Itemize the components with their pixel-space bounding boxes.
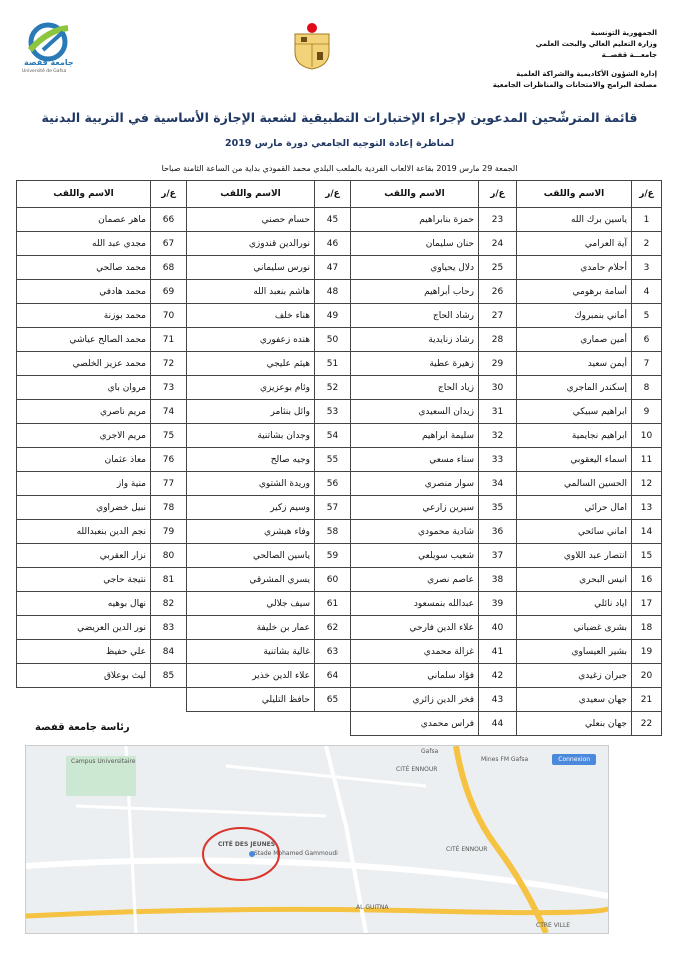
candidate-number: 39 xyxy=(479,592,517,616)
candidate-number: 9 xyxy=(632,400,662,424)
candidate-number xyxy=(151,712,187,736)
candidate-name: آية العرامي xyxy=(517,232,632,256)
candidate-number: 74 xyxy=(151,400,187,424)
candidate-name: اماني سائحي xyxy=(517,520,632,544)
candidate-name: ياسين برك الله xyxy=(517,208,632,232)
table-row xyxy=(17,592,662,616)
table-row xyxy=(17,208,662,232)
candidate-name: جبران زغيدي xyxy=(517,664,632,688)
table-row xyxy=(17,352,662,376)
candidate-number: 71 xyxy=(151,328,187,352)
candidate-name: جهان سعيدي xyxy=(517,688,632,712)
candidate-name: انيس البحري xyxy=(517,568,632,592)
table-row xyxy=(17,664,662,688)
table-row xyxy=(17,520,662,544)
candidate-name: زياد الحاج xyxy=(351,376,479,400)
candidate-name: هاشم بنعبد الله xyxy=(187,280,315,304)
candidate-number: 83 xyxy=(151,616,187,640)
candidate-name: الحسين السالمي xyxy=(517,472,632,496)
table-row xyxy=(17,448,662,472)
candidate-number: 70 xyxy=(151,304,187,328)
table-row xyxy=(17,496,662,520)
map-label: CITÉ ENNOUR xyxy=(446,846,488,853)
header-line1: الجمهورية التونسية xyxy=(590,29,657,37)
candidate-number: 24 xyxy=(479,232,517,256)
candidate-name: علي حفيظ xyxy=(17,640,151,664)
header-line2: وزارة التعليم العالي والبحث العلمي xyxy=(535,40,657,48)
candidate-number: 84 xyxy=(151,640,187,664)
candidate-name: حمزة بنابراهيم xyxy=(351,208,479,232)
header-line4: إدارة الشؤون الأكاديمية والشراكة العلمية xyxy=(516,70,657,78)
candidate-number: 49 xyxy=(315,304,351,328)
candidate-name: رشاد زنايدية xyxy=(351,328,479,352)
candidate-number: 23 xyxy=(479,208,517,232)
logo-text-en: Université de Gafsa xyxy=(22,69,67,74)
candidate-number: 33 xyxy=(479,448,517,472)
ministry-header xyxy=(457,28,657,91)
candidate-number: 52 xyxy=(315,376,351,400)
table-row xyxy=(17,304,662,328)
candidate-name: معاذ عثمان xyxy=(17,448,151,472)
candidate-name: أماني بنمبروك xyxy=(517,304,632,328)
col-header-num: ع/ر xyxy=(315,181,351,208)
candidate-number: 43 xyxy=(479,688,517,712)
map-label: CITÉ DES JEUNES xyxy=(218,841,276,848)
candidate-name: غزالة محمدي xyxy=(351,640,479,664)
candidate-name: ياسين الصالحي xyxy=(187,544,315,568)
candidate-name: إسكندر الماجري xyxy=(517,376,632,400)
candidate-name: وفاء هيشري xyxy=(187,520,315,544)
candidate-name: ليث بوعلاق xyxy=(17,664,151,688)
candidate-number: 51 xyxy=(315,352,351,376)
candidate-name: بشرى غضباني xyxy=(517,616,632,640)
candidate-name: شعيب سويلعي xyxy=(351,544,479,568)
candidate-name: نتيجة حاجي xyxy=(17,568,151,592)
candidate-number: 58 xyxy=(315,520,351,544)
candidate-number: 65 xyxy=(315,688,351,712)
candidate-name: وريدة الشتوي xyxy=(187,472,315,496)
candidate-number: 55 xyxy=(315,448,351,472)
candidate-name xyxy=(187,712,315,736)
candidate-number: 1 xyxy=(632,208,662,232)
candidate-number: 29 xyxy=(479,352,517,376)
candidate-name: حنان سليمان xyxy=(351,232,479,256)
candidate-name: هنده زعفوري xyxy=(187,328,315,352)
candidate-name: اياد نائلي xyxy=(517,592,632,616)
candidate-number: 61 xyxy=(315,592,351,616)
map-label: CITÉ ENNOUR xyxy=(396,766,438,773)
candidate-number: 15 xyxy=(632,544,662,568)
candidate-number: 85 xyxy=(151,664,187,688)
candidate-name: منية واز xyxy=(17,472,151,496)
col-header-num: ع/ر xyxy=(151,181,187,208)
candidate-number: 17 xyxy=(632,592,662,616)
tunisia-coat-of-arms-icon xyxy=(287,22,337,70)
candidate-number: 82 xyxy=(151,592,187,616)
candidate-name: علاء الدين فارحي xyxy=(351,616,479,640)
candidate-name: سيف جلالي xyxy=(187,592,315,616)
candidate-number: 6 xyxy=(632,328,662,352)
candidate-name: محمد بوزنة xyxy=(17,304,151,328)
table-row xyxy=(17,688,662,712)
exam-note: الجمعة 29 مارس 2019 بقاعة الالعاب الفردية بالملعب البلدي محمد القمودي بداية من الساعة الثامنة صباحا xyxy=(161,164,518,173)
table-row xyxy=(17,568,662,592)
candidate-number: 72 xyxy=(151,352,187,376)
candidate-name: عمار بن خليفة xyxy=(187,616,315,640)
candidate-number: 27 xyxy=(479,304,517,328)
table-header-row xyxy=(17,181,662,208)
candidate-number: 69 xyxy=(151,280,187,304)
candidate-name: هيثم عليجي xyxy=(187,352,315,376)
candidate-number: 75 xyxy=(151,424,187,448)
candidate-name: أحلام حامدي xyxy=(517,256,632,280)
candidate-name: بشير العيساوي xyxy=(517,640,632,664)
candidate-name: مروان باي xyxy=(17,376,151,400)
candidate-number: 42 xyxy=(479,664,517,688)
candidate-name: أمين صماري xyxy=(517,328,632,352)
candidate-number: 76 xyxy=(151,448,187,472)
candidate-name: نهال بوهيه xyxy=(17,592,151,616)
candidate-name: علاء الدين خذير xyxy=(187,664,315,688)
candidate-number: 63 xyxy=(315,640,351,664)
candidate-name: محمد هادفي xyxy=(17,280,151,304)
candidate-name: سيرين زارعي xyxy=(351,496,479,520)
candidate-name: رحاب أبراهيم xyxy=(351,280,479,304)
candidate-number: 59 xyxy=(315,544,351,568)
candidate-number: 48 xyxy=(315,280,351,304)
candidate-name: محمد عزيز الخلصي xyxy=(17,352,151,376)
candidate-name: وجدان بشاتنية xyxy=(187,424,315,448)
candidate-number: 67 xyxy=(151,232,187,256)
candidate-number: 46 xyxy=(315,232,351,256)
candidate-name: فراس محمدي xyxy=(351,712,479,736)
candidate-name: ابراهيم نجايمية xyxy=(517,424,632,448)
table-row xyxy=(17,232,662,256)
candidate-number: 12 xyxy=(632,472,662,496)
table-row xyxy=(17,472,662,496)
candidate-number: 28 xyxy=(479,328,517,352)
col-header-num: ع/ر xyxy=(479,181,517,208)
candidate-name: ماهر عصمان xyxy=(17,208,151,232)
candidate-number: 44 xyxy=(479,712,517,736)
table-row xyxy=(17,400,662,424)
candidate-number: 40 xyxy=(479,616,517,640)
candidate-name: سوار منصري xyxy=(351,472,479,496)
header-line5: مصلحة البرامج والامتحانات والمناظرات الجامعية xyxy=(492,81,657,89)
candidate-number: 79 xyxy=(151,520,187,544)
candidate-number: 66 xyxy=(151,208,187,232)
candidate-name: حسام حصني xyxy=(187,208,315,232)
candidate-name: نبيل خضراوي xyxy=(17,496,151,520)
candidate-name: وئام بوعزيزي xyxy=(187,376,315,400)
candidate-number: 3 xyxy=(632,256,662,280)
candidate-number: 53 xyxy=(315,400,351,424)
candidate-number: 37 xyxy=(479,544,517,568)
col-header-name: الاسم واللقب xyxy=(17,181,151,208)
map-label: Campus Universitaire xyxy=(71,758,136,765)
candidate-number: 30 xyxy=(479,376,517,400)
candidate-name: غالية بشاتنية xyxy=(187,640,315,664)
candidate-number: 8 xyxy=(632,376,662,400)
candidate-name: سناء مسعي xyxy=(351,448,479,472)
candidate-number: 56 xyxy=(315,472,351,496)
map-label: CTRE VILLE xyxy=(536,922,571,929)
candidate-number: 31 xyxy=(479,400,517,424)
candidate-name: وسيم زكير xyxy=(187,496,315,520)
header-line3: جامعـــة قفصــة xyxy=(601,51,657,59)
table-row xyxy=(17,424,662,448)
table-row xyxy=(17,640,662,664)
candidate-name: زهيرة عطية xyxy=(351,352,479,376)
col-header-name: الاسم واللقب xyxy=(187,181,315,208)
candidate-name: نورالدين قندوزي xyxy=(187,232,315,256)
candidate-number: 57 xyxy=(315,496,351,520)
candidate-name: نجم الدين بنعبدالله xyxy=(17,520,151,544)
candidate-number: 68 xyxy=(151,256,187,280)
candidate-number: 77 xyxy=(151,472,187,496)
location-map[interactable] xyxy=(25,745,609,934)
candidate-number: 45 xyxy=(315,208,351,232)
candidate-number: 62 xyxy=(315,616,351,640)
candidate-number: 14 xyxy=(632,520,662,544)
candidate-number: 16 xyxy=(632,568,662,592)
table-row xyxy=(17,376,662,400)
candidate-number: 2 xyxy=(632,232,662,256)
candidate-number: 38 xyxy=(479,568,517,592)
candidate-name xyxy=(17,688,151,712)
candidate-number: 47 xyxy=(315,256,351,280)
candidate-number: 32 xyxy=(479,424,517,448)
candidate-name: انتصار عبد اللاوي xyxy=(517,544,632,568)
candidate-name: رشاد الحاج xyxy=(351,304,479,328)
candidate-number: 26 xyxy=(479,280,517,304)
candidate-number: 36 xyxy=(479,520,517,544)
signature: رئاسة جامعة قفصة xyxy=(35,722,130,733)
table-row xyxy=(17,328,662,352)
page-title: قائمة المترشّحين المدعوين لإجراء الإختبارات التطبيقية لشعبة الإجازة الأساسية في التربية البدنية xyxy=(41,110,638,125)
candidate-name: مجدي عبد الله xyxy=(17,232,151,256)
candidate-name: هناء خلف xyxy=(187,304,315,328)
candidate-number: 64 xyxy=(315,664,351,688)
candidate-name: اسماء اليعقوبي xyxy=(517,448,632,472)
table-row xyxy=(17,280,662,304)
candidate-name: ابراهيم سبيكي xyxy=(517,400,632,424)
candidate-number: 60 xyxy=(315,568,351,592)
candidate-name: محمد الصالح عياشي xyxy=(17,328,151,352)
candidate-number: 11 xyxy=(632,448,662,472)
candidate-number: 73 xyxy=(151,376,187,400)
candidate-name: شادية محمودي xyxy=(351,520,479,544)
candidate-number: 21 xyxy=(632,688,662,712)
candidate-number: 34 xyxy=(479,472,517,496)
col-header-name: الاسم واللقب xyxy=(517,181,632,208)
col-header-num: ع/ر xyxy=(632,181,662,208)
candidate-number: 80 xyxy=(151,544,187,568)
candidate-number: 10 xyxy=(632,424,662,448)
candidate-number: 7 xyxy=(632,352,662,376)
candidate-name: جهان بنعلي xyxy=(517,712,632,736)
map-label: AL GUITNA xyxy=(356,904,389,911)
candidate-name: دلال يحياوي xyxy=(351,256,479,280)
candidate-number: 35 xyxy=(479,496,517,520)
candidate-name: أسامة برهومي xyxy=(517,280,632,304)
map-label: Gafsa xyxy=(421,748,439,755)
candidate-name: امال حرائي xyxy=(517,496,632,520)
candidate-name: حافظ التليلي xyxy=(187,688,315,712)
candidate-number: 41 xyxy=(479,640,517,664)
candidate-name: نور الدين العريضي xyxy=(17,616,151,640)
candidate-number: 18 xyxy=(632,616,662,640)
logo-text: جامعة قفصة xyxy=(24,58,74,67)
candidate-number: 25 xyxy=(479,256,517,280)
col-header-name: الاسم واللقب xyxy=(351,181,479,208)
candidate-name: محمد صالحي xyxy=(17,256,151,280)
candidate-name: وجيه صالح xyxy=(187,448,315,472)
candidate-name: نورس سليماني xyxy=(187,256,315,280)
connexion-button[interactable]: Connexion xyxy=(552,754,596,765)
candidate-number: 78 xyxy=(151,496,187,520)
table-row xyxy=(17,544,662,568)
candidate-name: أيمن سعيد xyxy=(517,352,632,376)
candidate-number: 54 xyxy=(315,424,351,448)
candidate-name: فخر الدين زائري xyxy=(351,688,479,712)
candidate-name: يسري المشرقي xyxy=(187,568,315,592)
candidate-number: 19 xyxy=(632,640,662,664)
candidate-number xyxy=(315,712,351,736)
candidate-name: مريم الاجري xyxy=(17,424,151,448)
map-label: Stade Mohamed Gammoudi xyxy=(254,850,338,857)
candidate-number: 4 xyxy=(632,280,662,304)
candidate-name: نزار العقربي xyxy=(17,544,151,568)
candidate-number: 50 xyxy=(315,328,351,352)
page-subtitle: لمناظرة إعادة التوجيه الجامعي دورة مارس 2019 xyxy=(224,138,455,149)
university-logo xyxy=(18,20,88,75)
candidate-name: عاصم نصري xyxy=(351,568,479,592)
candidate-number: 13 xyxy=(632,496,662,520)
candidate-number: 5 xyxy=(632,304,662,328)
map-label: Mines FM Gafsa xyxy=(481,756,529,763)
candidate-table xyxy=(16,180,662,736)
candidate-number: 22 xyxy=(632,712,662,736)
candidate-number: 81 xyxy=(151,568,187,592)
candidate-name: مريم ناصري xyxy=(17,400,151,424)
table-row xyxy=(17,256,662,280)
candidate-number: 20 xyxy=(632,664,662,688)
table-row xyxy=(17,616,662,640)
candidate-name: سليمة ابراهيم xyxy=(351,424,479,448)
candidate-name: زيدان السعيدي xyxy=(351,400,479,424)
candidate-name: وائل بنثامر xyxy=(187,400,315,424)
candidate-number xyxy=(151,688,187,712)
candidate-name: فؤاد سلماني xyxy=(351,664,479,688)
candidate-name: عبدالله بنمسعود xyxy=(351,592,479,616)
